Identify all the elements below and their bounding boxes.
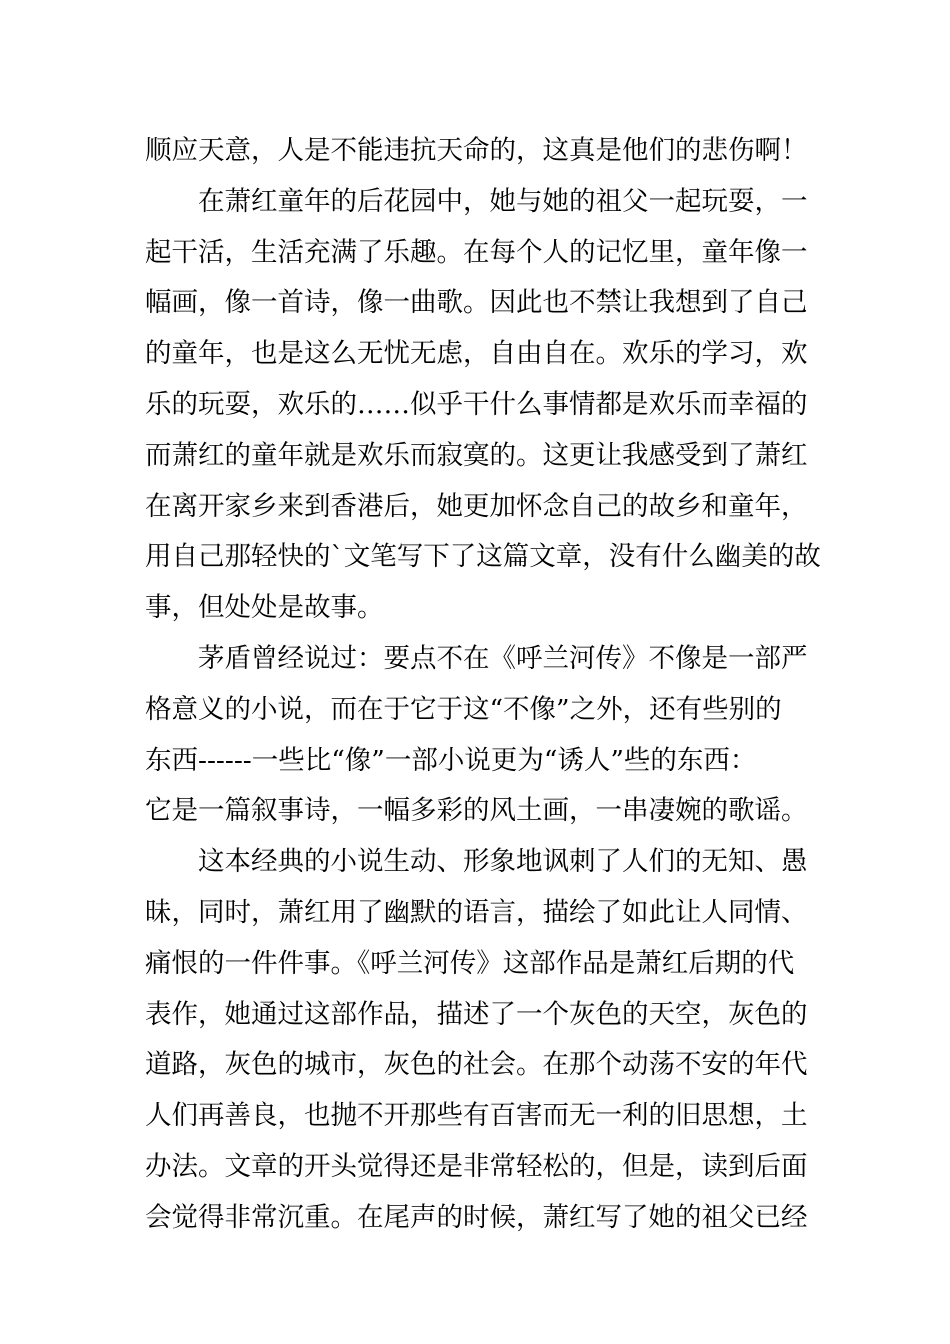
text-line: 在离开家乡来到香港后，她更加怀念自己的故乡和童年，: [145, 490, 808, 522]
document-body: [145, 126, 825, 1244]
text-line: 昧，同时，萧红用了幽默的语言，描绘了如此让人同情、: [145, 896, 808, 928]
text-line: 乐的玩耍，欢乐的……似乎干什么事情都是欢乐而幸福的: [145, 388, 808, 420]
text-line: 办法。文章的开头觉得还是非常轻松的，但是，读到后面: [145, 1150, 808, 1182]
text-line: 起干活，生活充满了乐趣。在每个人的记忆里，童年像一: [145, 236, 808, 268]
text-line: 顺应天意，人是不能违抗天命的，这真是他们的悲伤啊！: [145, 135, 808, 166]
text-line: 幅画，像一首诗，像一曲歌。因此也不禁让我想到了自己: [145, 287, 808, 319]
text-line: 用自己那轻快的`文笔写下了这篇文章，没有什么幽美的故: [145, 541, 821, 573]
text-line: 事，但处处是故事。: [145, 592, 384, 624]
text-line: 会觉得非常沉重。在尾声的时候，萧红写了她的祖父已经: [145, 1201, 808, 1233]
paragraph-start-line: 这本经典的小说生动、形象地讽刺了人们的无知、愚: [198, 846, 808, 878]
text-line: 的童年，也是这么无忧无虑，自由自在。欢乐的学习，欢: [145, 338, 808, 370]
text-line: 东西------一些比“像”一部小说更为“诱人”些的东西：: [145, 744, 757, 776]
paragraph-start-line: 茅盾曾经说过：要点不在《呼兰河传》不像是一部严: [198, 642, 808, 674]
text-line: 表作，她通过这部作品，描述了一个灰色的天空，灰色的: [145, 998, 808, 1030]
text-line: 痛恨的一件件事。《呼兰河传》这部作品是萧红后期的代: [145, 947, 795, 979]
text-line: 格意义的小说，而在于它于这“不像”之外，还有些别的: [145, 693, 782, 725]
paragraph-start-line: 在萧红童年的后花园中，她与她的祖父一起玩耍，一: [198, 185, 808, 217]
text-line: 而萧红的童年就是欢乐而寂寞的。这更让我感受到了萧红: [145, 439, 808, 471]
text-line: 道路，灰色的城市，灰色的社会。在那个动荡不安的年代: [145, 1049, 808, 1081]
text-line: 它是一篇叙事诗，一幅多彩的风土画，一串凄婉的歌谣。: [145, 795, 808, 827]
text-line: 人们再善良，也抛不开那些有百害而无一利的旧思想，土: [145, 1100, 808, 1132]
